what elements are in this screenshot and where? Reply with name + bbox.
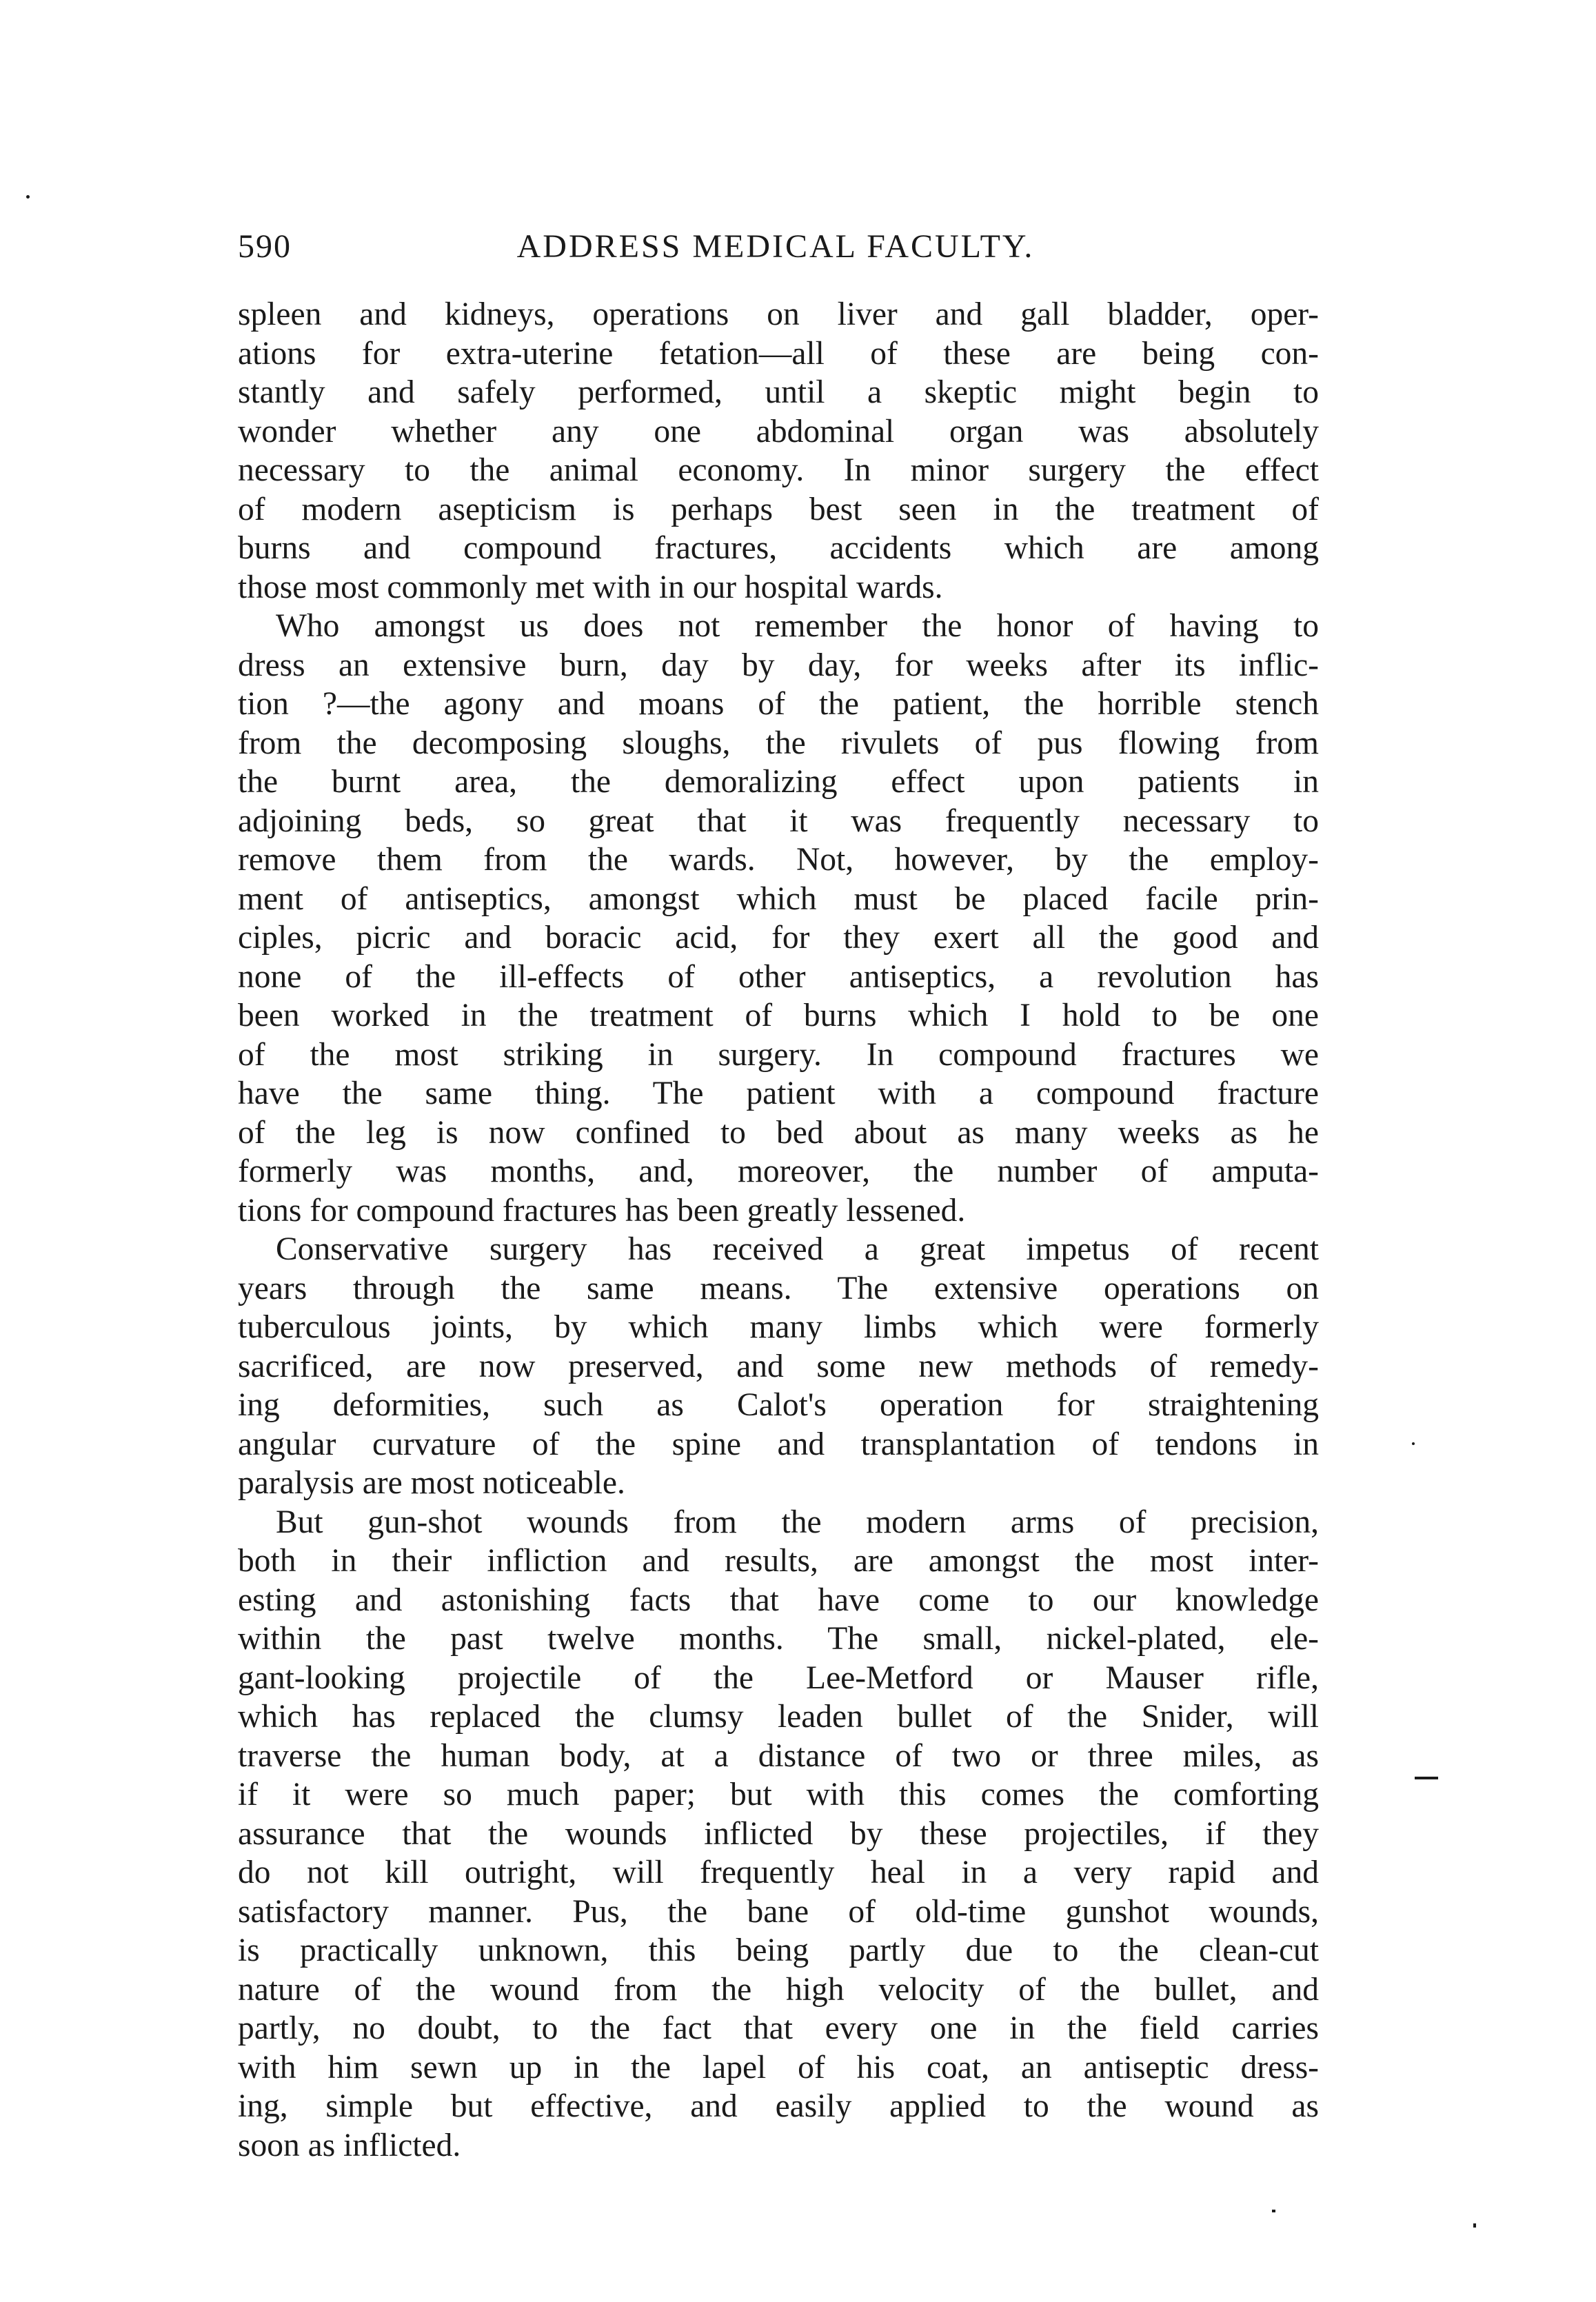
text-line: of the most striking in surgery. In compound fractures we	[238, 1036, 1319, 1073]
text-line: burns and compound fractures, accidents which are among	[238, 530, 1319, 566]
text-line: is practically unknown, this being partly due to the clean-cut	[238, 1932, 1319, 1968]
text-line: have the same thing. The patient with a compound fracture	[238, 1076, 1319, 1111]
text-line: ciples, picric and boracic acid, for they exert all the good and	[238, 920, 1319, 956]
text-line: the burnt area, the demoralizing effect upon patients in	[238, 764, 1319, 800]
margin-dot-mark	[1473, 2223, 1476, 2228]
text-line: dress an extensive burn, day by day, for weeks after its inflic-	[238, 647, 1319, 683]
text-line: ment of antiseptics, amongst which must be placed facile prin-	[238, 880, 1319, 917]
text-line: tions for compound fractures has been greatly lessened.	[238, 1192, 966, 1229]
text-line: necessary to the animal economy. In minor surgery the effect	[238, 452, 1319, 488]
paragraph-first-line: But gun-shot wounds from the modern arms of precision,	[276, 1504, 1319, 1540]
text-line: adjoining beds, so great that it was frequently necessary to	[238, 802, 1319, 839]
text-line: tuberculous joints, by which many limbs which were formerly	[238, 1309, 1319, 1345]
page-number: 590	[238, 228, 292, 265]
text-line: with him sewn up in the lapel of his coat, an antiseptic dress-	[238, 2049, 1319, 2086]
text-line: remove them from the wards. Not, however, by the employ-	[238, 842, 1319, 878]
text-line: none of the ill-effects of other antiseptics, a revolution has	[238, 958, 1319, 995]
text-line: stantly and safely performed, until a skeptic might begin to	[238, 374, 1319, 410]
page-title: ADDRESS MEDICAL FACULTY.	[516, 228, 1035, 265]
text-line: soon as inflicted.	[238, 2127, 461, 2163]
text-line: traverse the human body, at a distance of two or three miles, as	[238, 1737, 1319, 1774]
paragraph-first-line: Conservative surgery has received a great impetus of recent	[276, 1231, 1319, 1267]
text-line: within the past twelve months. The small, nickel-plated, ele-	[238, 1621, 1319, 1657]
text-line: partly, no doubt, to the fact that every one in the field carries	[238, 2010, 1319, 2046]
text-line: do not kill outright, will frequently heal in a very rapid and	[238, 1855, 1319, 1890]
text-line: years through the same means. The extensive operations on	[238, 1270, 1319, 1306]
text-line: ing deformities, such as Calot's operation for straightening	[238, 1387, 1319, 1423]
margin-dot-mark	[1272, 2210, 1275, 2212]
text-line: which has replaced the clumsy leaden bullet of the Snider, will	[238, 1699, 1319, 1735]
text-line: nature of the wound from the high velocity of the bullet, and	[238, 1971, 1319, 2008]
text-line: esting and astonishing facts that have come to our knowledge	[238, 1582, 1319, 1618]
margin-dash-mark	[1415, 1777, 1438, 1779]
text-line: been worked in the treatment of burns which I hold to be one	[238, 998, 1319, 1033]
text-line: formerly was months, and, moreover, the number of amputa-	[238, 1153, 1319, 1189]
paragraph-first-line: Who amongst us does not remember the honor of having to	[276, 608, 1319, 644]
text-line: wonder whether any one abdominal organ was absolutely	[238, 413, 1319, 450]
text-line: tion ?—the agony and moans of the patient, the horrible stench	[238, 686, 1319, 722]
text-line: from the decomposing sloughs, the rivulets of pus flowing from	[238, 725, 1319, 761]
text-line: of the leg is now confined to bed about as many weeks as he	[238, 1114, 1319, 1151]
text-line: spleen and kidneys, operations on liver and gall bladder, oper-	[238, 296, 1319, 332]
text-line: paralysis are most noticeable.	[238, 1465, 625, 1501]
text-line: if it were so much paper; but with this comes the comforting	[238, 1777, 1319, 1813]
running-head	[238, 228, 1313, 276]
text-line: ing, simple but effective, and easily applied to the wound as	[238, 2088, 1319, 2124]
text-line: angular curvature of the spine and transplantation of tendons in	[238, 1426, 1319, 1462]
body-text	[238, 295, 1319, 2165]
text-line: both in their infliction and results, are amongst the most inter-	[238, 1543, 1319, 1579]
text-line: sacrificed, are now preserved, and some new methods of remedy-	[238, 1348, 1319, 1384]
margin-dot-mark	[26, 195, 30, 199]
text-line: those most commonly met with in our hospital wards.	[238, 569, 943, 605]
text-line: satisfactory manner. Pus, the bane of old-time gunshot wounds,	[238, 1893, 1319, 1930]
text-line: of modern asepticism is perhaps best seen in the treatment of	[238, 491, 1319, 527]
text-line: assurance that the wounds inflicted by these projectiles, if they	[238, 1815, 1319, 1852]
margin-dot-mark	[1412, 1442, 1415, 1445]
text-line: ations for extra-uterine fetation—all of these are being con-	[238, 335, 1319, 372]
text-line: gant-looking projectile of the Lee-Metford or Mauser rifle,	[238, 1659, 1319, 1696]
